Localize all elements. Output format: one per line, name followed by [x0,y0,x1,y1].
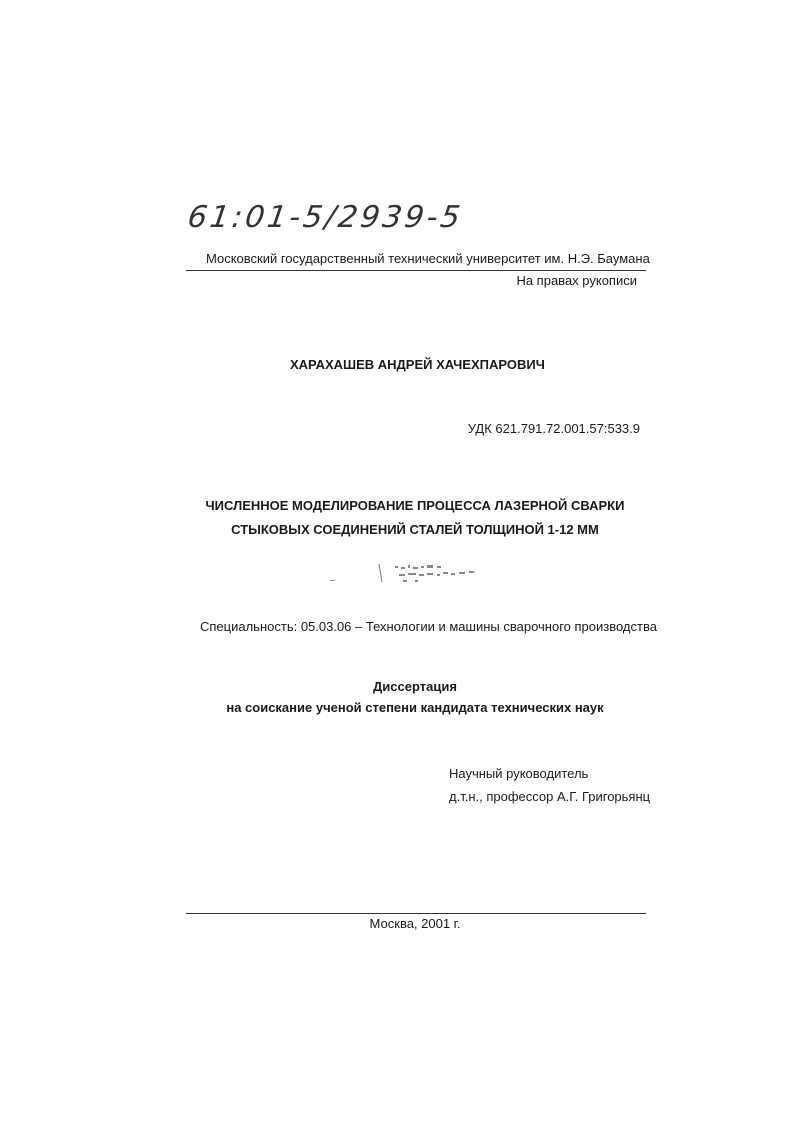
author-name: ХАРАХАШЕВ АНДРЕЙ ХАЧЕХПАРОВИЧ [290,357,545,372]
supervisor-name: д.т.н., профессор А.Г. Григорьянц [449,789,651,804]
specialty-line: Специальность: 05.03.06 – Технологии и машины сварочного производства [200,619,657,634]
library-stamp-smudge [375,560,495,588]
university-name: Московский государственный технический университет им. Н.Э. Баумана [206,251,650,266]
footer-divider [186,913,646,914]
thesis-type: Диссертация [373,679,457,694]
thesis-title-line-1: ЧИСЛЕННОЕ МОДЕЛИРОВАНИЕ ПРОЦЕССА ЛАЗЕРНОЙ СВАРКИ [205,498,625,513]
scan-speck [330,580,335,581]
handwritten-archive-code: 61:01-5/2939-5 [185,200,466,235]
header-divider [186,270,646,271]
thesis-degree: на соискание ученой степени кандидата технических наук [226,700,604,715]
udc-code: УДК 621.791.72.001.57:533.9 [467,421,640,436]
city-year: Москва, 2001 г. [369,916,461,931]
supervisor-label: Научный руководитель [449,766,589,781]
manuscript-rights-note: На правах рукописи [516,273,637,288]
thesis-title-line-2: СТЫКОВЫХ СОЕДИНЕНИЙ СТАЛЕЙ ТОЛЩИНОЙ 1-12 ММ [231,522,599,537]
